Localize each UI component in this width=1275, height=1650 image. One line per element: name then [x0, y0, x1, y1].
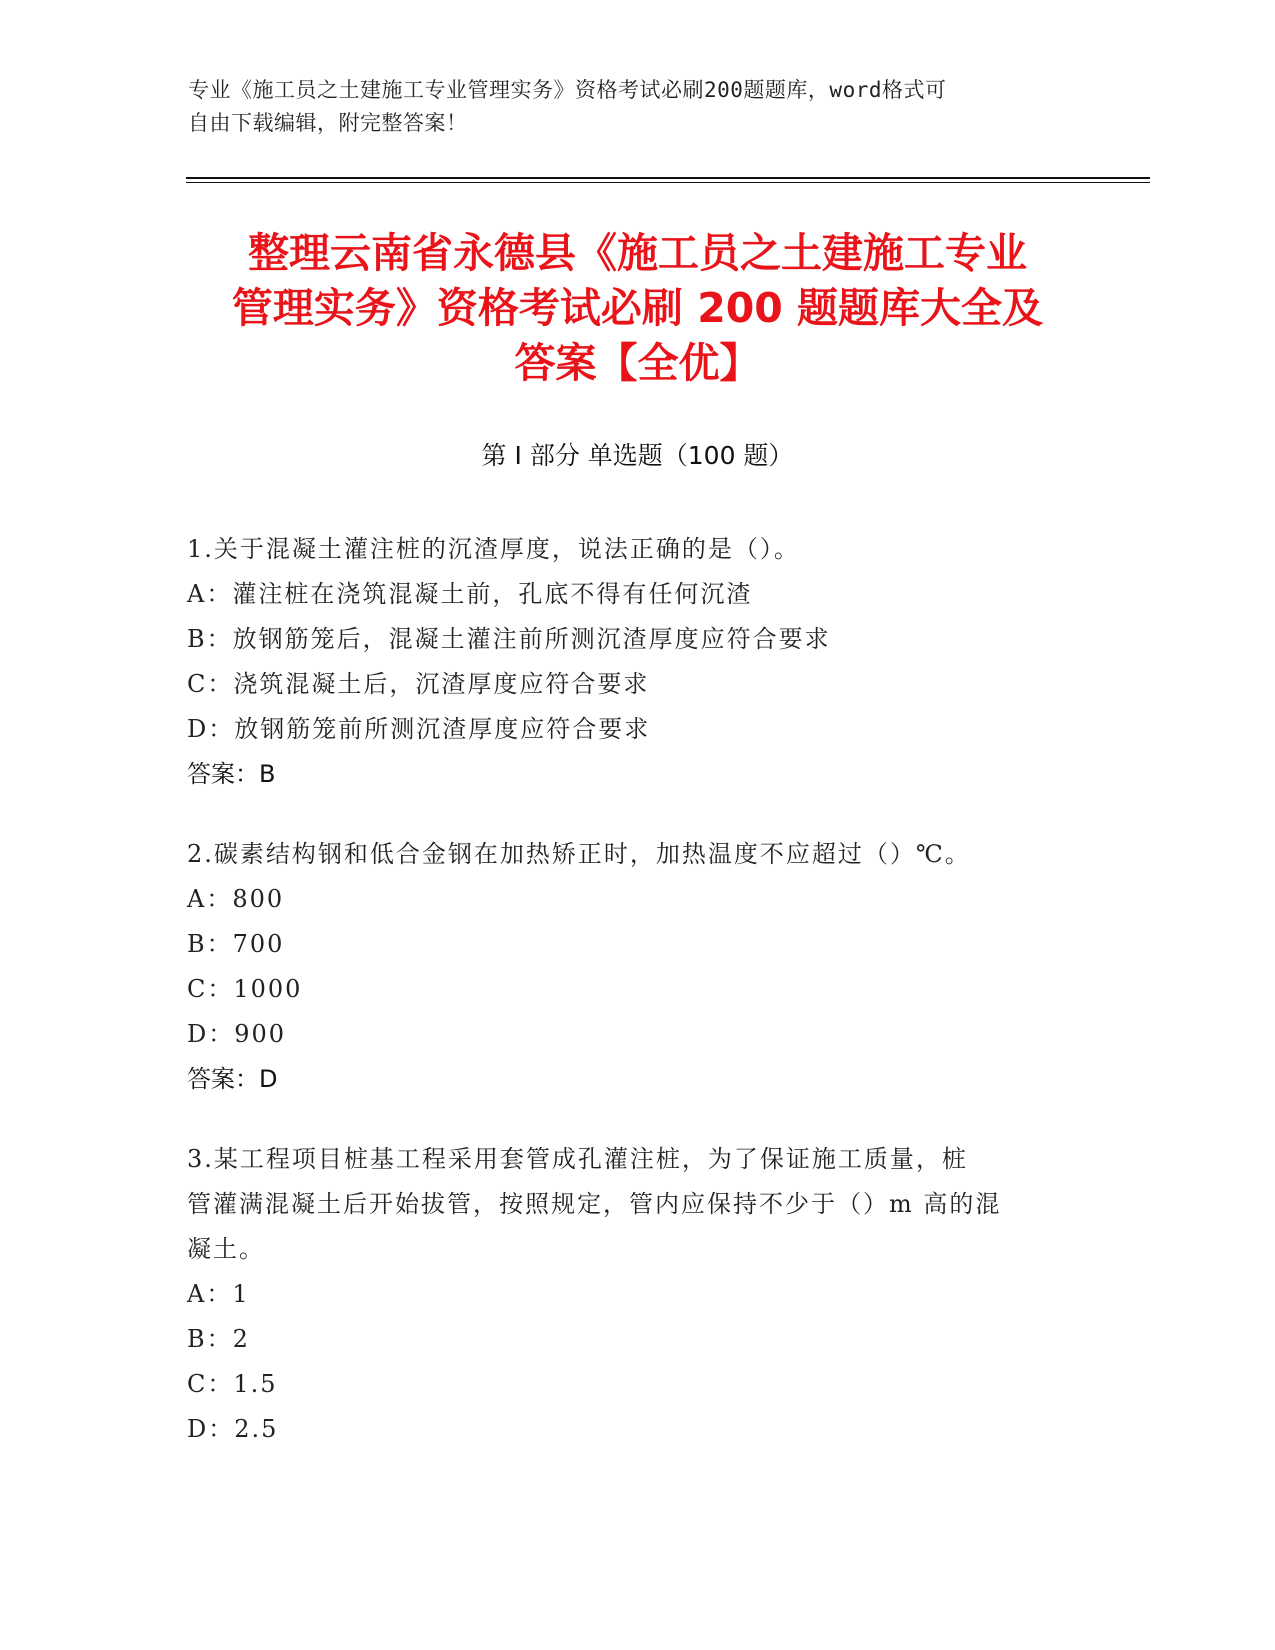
question-stem: 2.碳素结构钢和低合金钢在加热矫正时，加热温度不应超过（）℃。: [187, 840, 971, 868]
document-title: [150, 226, 1125, 391]
option-b: B：2: [187, 1325, 250, 1353]
question-2: [187, 832, 1087, 1102]
answer-label: 答案：D: [187, 1065, 278, 1093]
option-c: C：1000: [187, 975, 303, 1003]
header-note: [188, 74, 1068, 140]
answer-label: 答案：B: [187, 760, 276, 788]
document-title-line-3: 答案【全优】: [514, 339, 761, 387]
header-note-line-2: 自由下载编辑，附完整答案！: [188, 111, 468, 135]
option-b: B：放钢筋笼后，混凝土灌注前所测沉渣厚度应符合要求: [187, 625, 831, 653]
question-1: [187, 527, 1087, 797]
option-b: B：700: [187, 930, 285, 958]
question-stem-line-1: 3.某工程项目桩基工程采用套管成孔灌注桩，为了保证施工质量，桩: [187, 1145, 968, 1173]
document-title-line-2: 管理实务》资格考试必刷 200 题题库大全及: [231, 284, 1044, 332]
option-a: A：800: [187, 885, 285, 913]
header-divider-thin: [186, 182, 1150, 183]
option-c: C：1.5: [187, 1370, 278, 1398]
question-3: [187, 1137, 1087, 1452]
header-note-line-1: 专业《施工员之土建施工专业管理实务》资格考试必刷200题题库，word格式可: [188, 78, 947, 102]
question-stem-line-2: 管灌满混凝土后开始拔管，按照规定，管内应保持不少于（）m 高的混: [187, 1190, 1002, 1218]
question-stem-line-3: 凝土。: [187, 1235, 265, 1263]
question-stem: 1.关于混凝土灌注桩的沉渣厚度，说法正确的是（）。: [187, 535, 800, 563]
document-title-line-1: 整理云南省永德县《施工员之土建施工专业: [248, 229, 1027, 277]
option-a: A：灌注桩在浇筑混凝土前，孔底不得有任何沉渣: [187, 580, 753, 608]
option-a: A：1: [187, 1280, 250, 1308]
option-c: C：浇筑混凝土后，沉渣厚度应符合要求: [187, 670, 650, 698]
header-divider-thick: [186, 177, 1150, 179]
option-d: D：2.5: [187, 1415, 279, 1443]
option-d: D：放钢筋笼前所测沉渣厚度应符合要求: [187, 715, 651, 743]
option-d: D：900: [187, 1020, 287, 1048]
section-heading: 第 I 部分 单选题（100 题）: [481, 441, 794, 470]
question-list: [187, 527, 1087, 1487]
